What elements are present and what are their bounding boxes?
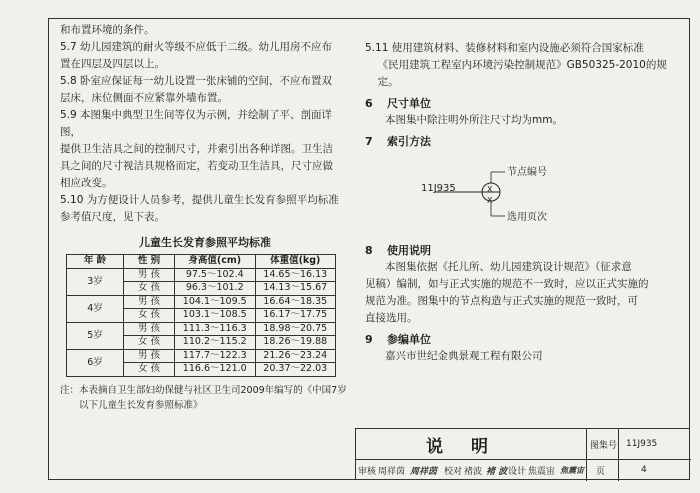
height-cell: 116.6～121.0 (175, 363, 256, 377)
table-row (67, 322, 336, 336)
page-label: 页 (596, 466, 606, 477)
header-sex: 性 别 (124, 255, 175, 269)
sex-cell: 女 孩 (124, 336, 175, 350)
height-cell: 110.2～115.2 (175, 336, 256, 350)
weight-cell: 18.98～20.75 (255, 322, 336, 336)
right-column (365, 40, 680, 365)
header-height: 身高值(cm) (175, 255, 256, 269)
table-header-row (67, 255, 336, 269)
age-cell: 4岁 (67, 295, 124, 322)
reviewer-signature: 周祥茵 (410, 466, 438, 477)
page-number: 4 (641, 465, 647, 475)
design-label: 设计 (508, 466, 527, 477)
height-cell: 103.1～108.5 (175, 309, 256, 323)
sex-cell: 男 孩 (124, 295, 175, 309)
title-block (355, 428, 690, 480)
age-cell: 5岁 (67, 322, 124, 349)
weight-cell: 16.64～18.35 (255, 295, 336, 309)
age-cell: 6岁 (67, 349, 124, 376)
section-8-heading: 8 使用说明 (365, 244, 431, 257)
section-9-heading: 9 参编单位 (365, 333, 431, 346)
sheet-title: 说明 (426, 436, 516, 457)
table-note: 注：本表摘自卫生部妇幼保健与社区卫生司2009年编写的《中国7岁 以下儿童生长发育参照标准》 (60, 384, 347, 411)
sex-cell: 女 孩 (124, 363, 175, 377)
reviewer-name: 周祥茵 (378, 466, 406, 477)
height-cell: 111.3～116.3 (175, 322, 256, 336)
table-row (67, 295, 336, 309)
checker-signature: 褚 波 (486, 466, 508, 477)
height-cell: 97.5～102.4 (175, 268, 256, 282)
left-column (60, 22, 350, 422)
clause-5-9: 5.9 本图集中典型卫生间等仅为示例，并绘制了平、剖面详图， 提供卫生洁具之间的控制尺寸，并索引出各种详图。卫生洁 具之间的尺寸视洁具规格而定，若变动卫生洁具，尺寸应做 相应改变。 (60, 109, 333, 189)
atlas-number: 11J935 (626, 439, 658, 449)
index-node-label: 节点编号 (507, 167, 547, 178)
weight-cell: 16.17～17.75 (255, 309, 336, 323)
section-8-body: 本图集依据《托儿所、幼儿园建筑设计规范》（征求意 见稿）编制，如与正式实施的规范不一致时，应以正式实施的 规范为准。图集中的节点构造与正式实施的规范一致时，可 直接选用。 (365, 261, 649, 324)
height-cell: 104.1～109.5 (175, 295, 256, 309)
weight-cell: 20.37～22.03 (255, 363, 336, 377)
height-cell: 117.7～122.3 (175, 349, 256, 363)
clause-5-10: 5.10 为方便设计人员参考，提供儿童生长发育参照平均标准 参考值尺度，见下表。 (60, 194, 339, 223)
intro-text: 和布置环境的条件。 (60, 24, 155, 36)
clause-5-7: 5.7 幼儿园建筑的耐火等级不应低于二级。幼儿用房不应布 置在四层及四层以上。 (60, 41, 333, 70)
sex-cell: 男 孩 (124, 322, 175, 336)
title-block-divider (618, 429, 619, 481)
weight-cell: 21.26～23.24 (255, 349, 336, 363)
designer-name: 焦震宙 (528, 466, 556, 477)
index-symbol-diagram (405, 154, 605, 232)
age-cell: 3岁 (67, 268, 124, 295)
table-title: 儿童生长发育参照平均标准 (139, 236, 271, 249)
checker-name: 褚波 (464, 466, 483, 477)
sex-cell: 男 孩 (124, 268, 175, 282)
review-label: 审核 (358, 466, 377, 477)
height-cell: 96.3～101.2 (175, 282, 256, 296)
index-page-label: 选用页次 (507, 212, 547, 223)
header-age: 年 龄 (67, 255, 124, 269)
weight-cell: 18.26～19.88 (255, 336, 336, 350)
sex-cell: 女 孩 (124, 309, 175, 323)
section-6-body: 本图集中除注明外所注尺寸均为mm。 (385, 114, 563, 126)
title-block-divider (586, 429, 587, 481)
weight-cell: 14.13～15.67 (255, 282, 336, 296)
section-7-heading: 7 索引方法 (365, 135, 431, 148)
weight-cell: 14.65～16.13 (255, 268, 336, 282)
atlas-label: 图集号 (590, 440, 618, 451)
sex-cell: 男 孩 (124, 349, 175, 363)
check-label: 校对 (444, 466, 463, 477)
table-row (67, 268, 336, 282)
header-weight: 体重值(kg) (255, 255, 336, 269)
section-9-body: 嘉兴市世纪金典景观工程有限公司 (385, 350, 543, 362)
sex-cell: 女 孩 (124, 282, 175, 296)
section-6-heading: 6 尺寸单位 (365, 97, 431, 110)
index-x-bottom: X (487, 196, 493, 205)
clause-5-8: 5.8 卧室应保证每一幼儿设置一张床铺的空间，不应布置双 层床，床位侧面不应紧靠外墙布置。 (60, 75, 333, 104)
designer-signature: 焦震宙 (560, 464, 584, 475)
index-atlas-label: 11J935 (421, 183, 456, 194)
index-x-top: X (487, 185, 493, 194)
clause-5-11: 5.11 使用建筑材料、装修材料和室内设施必须符合国家标准 《民用建筑工程室内环境污染控制规范》GB50325-2010的规 定。 (365, 42, 667, 88)
growth-table (66, 254, 336, 377)
table-row (67, 349, 336, 363)
